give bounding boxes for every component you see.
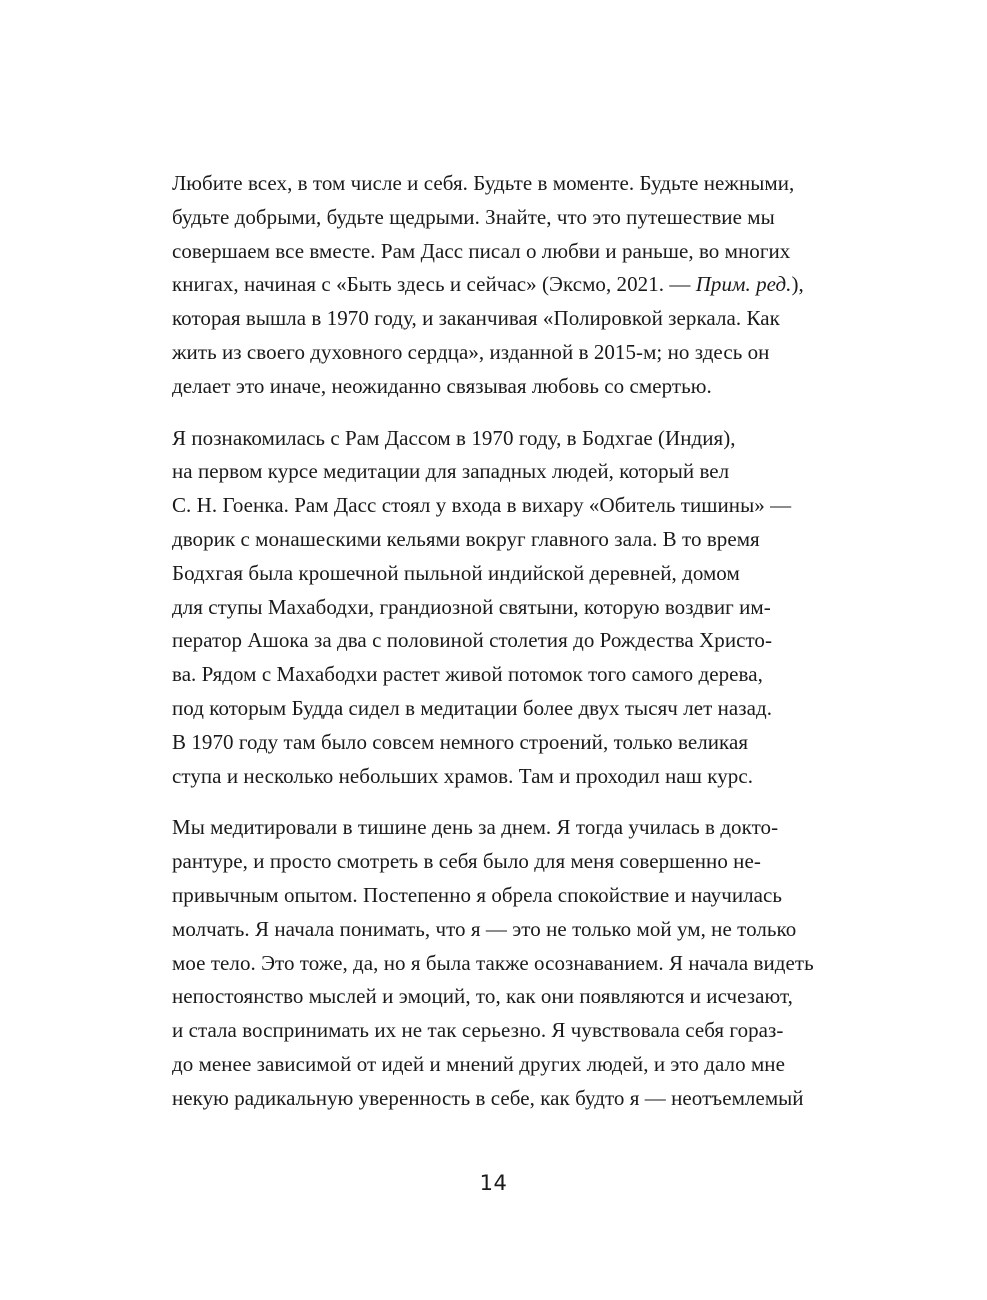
paragraph-2 <box>172 422 872 794</box>
text-segment: ), <box>791 272 804 297</box>
text-line: мое тело. Это тоже, да, но я была также осознаванием. Я начала видеть <box>172 950 814 975</box>
text-segment: книгах, начиная с «Быть здесь и сейчас» (Эксмо, 2021. — <box>172 272 696 297</box>
text-line: некую радикальную уверенность в себе, как будто я — неотъемлемый <box>172 1085 804 1110</box>
paragraph-1 <box>172 167 872 404</box>
text-line-with-editor-note <box>172 268 872 302</box>
text-line: Любите всех, в том числе и себя. Будьте в моменте. Будьте нежными, <box>172 171 795 195</box>
text-line: Бодхгая была крошечной пыльной индийской деревней, домом <box>172 560 740 585</box>
text-line: ператор Ашока за два с половиной столетия до Рождества Христо- <box>172 628 773 653</box>
page-body <box>172 167 872 1134</box>
text-line: на первом курсе медитации для западных людей, который вел <box>172 459 730 484</box>
text-line: рантуре, и просто смотреть в себя было для меня совершенно не- <box>172 849 761 874</box>
page-number: 14 <box>479 1171 508 1195</box>
text-line: ва. Рядом с Махабодхи растет живой потомок того самого дерева, <box>172 662 763 687</box>
text-line: и стала воспринимать их не так серьезно. Я чувствовала себя гораз- <box>172 1018 784 1043</box>
text-line: С. Н. Гоенка. Рам Дасс стоял у входа в вихару «Обитель тишины» — <box>172 493 792 518</box>
paragraph-3 <box>172 811 872 1115</box>
text-line: для ступы Махабодхи, грандиозной святыни, которую воздвиг им- <box>172 594 771 619</box>
text-line: будьте добрыми, будьте щедрыми. Знайте, что это путешествие мы <box>172 204 775 229</box>
text-line: Я познакомилась с Рам Дассом в 1970 году, в Бодхгае (Индия), <box>172 425 736 450</box>
text-line: ступа и несколько небольших храмов. Там и проходил наш курс. <box>172 763 754 788</box>
text-line: делает это иначе, неожиданно связывая любовь со смертью. <box>172 373 712 398</box>
text-line: молчать. Я начала понимать, что я — это не только мой ум, не только <box>172 916 797 941</box>
text-line: привычным опытом. Постепенно я обрела спокойствие и научилась <box>172 882 783 907</box>
text-line: Мы медитировали в тишине день за днем. Я тогда училась в докто- <box>172 815 779 840</box>
text-line: до менее зависимой от идей и мнений других людей, и это дало мне <box>172 1051 785 1076</box>
text-line: которая вышла в 1970 году, и заканчивая «Полировкой зеркала. Как <box>172 306 780 331</box>
text-line: жить из своего духовного сердца», изданной в 2015-м; но здесь он <box>172 339 770 364</box>
text-line: непостоянство мыслей и эмоций, то, как они появляются и исчезают, <box>172 984 793 1009</box>
text-line: В 1970 году там было совсем немного строений, только великая <box>172 729 749 754</box>
text-line: под которым Будда сидел в медитации более двух тысяч лет назад. <box>172 695 773 720</box>
text-line: дворик с монашескими кельями вокруг главного зала. В то время <box>172 526 760 551</box>
text-line: совершаем все вместе. Рам Дасс писал о любви и раньше, во многих <box>172 238 791 263</box>
editor-note: Прим. ред. <box>695 272 792 297</box>
